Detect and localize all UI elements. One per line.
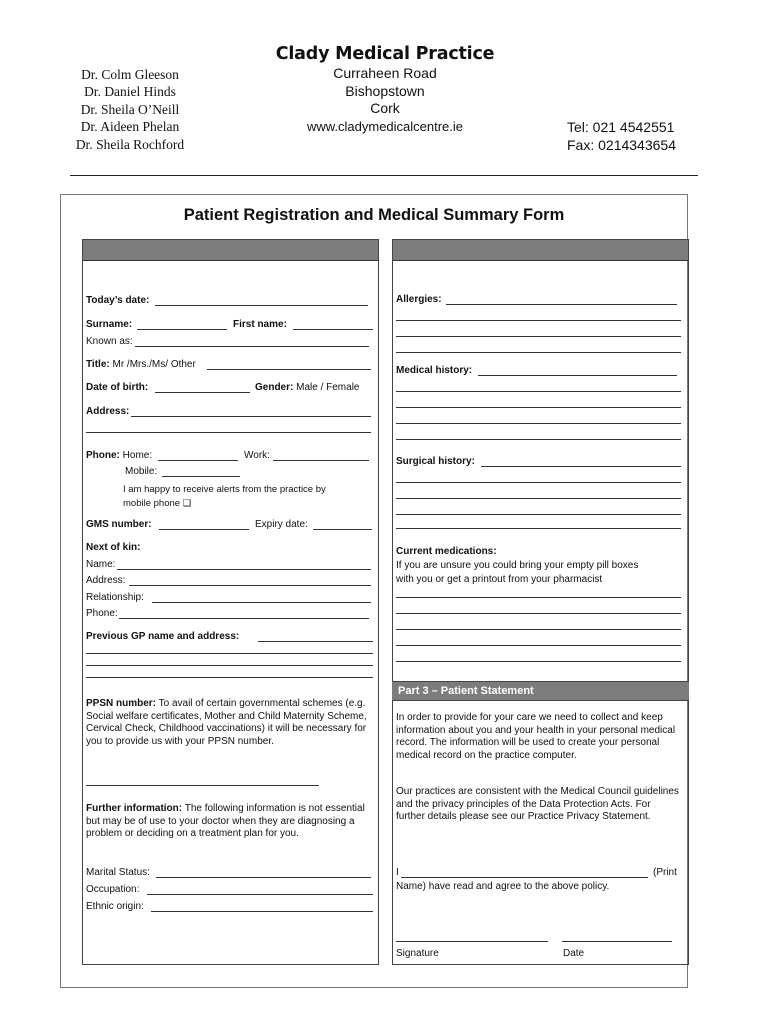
print-label: (Print xyxy=(653,867,677,878)
nok-name-label: Name: xyxy=(86,559,116,570)
right-column xyxy=(392,239,689,965)
ethnic-label: Ethnic origin: xyxy=(86,901,144,912)
right-column-header xyxy=(393,240,688,261)
mobile-phone-field[interactable] xyxy=(162,476,240,477)
medical-history-field-5[interactable] xyxy=(396,439,681,440)
medical-history-label: Medical history: xyxy=(396,365,473,376)
surgical-history-field-1[interactable] xyxy=(481,466,681,467)
medical-history-field-1[interactable] xyxy=(478,375,677,376)
medical-history-field-2[interactable] xyxy=(396,391,681,392)
gms-label: GMS number: xyxy=(86,519,152,530)
agree-text: Name) have read and agree to the above policy. xyxy=(396,881,610,892)
doctor-name: Dr. Daniel Hinds xyxy=(84,84,176,100)
occupation-field[interactable] xyxy=(147,894,373,895)
first-name-label: First name: xyxy=(233,319,287,330)
practice-name: Clady Medical Practice xyxy=(275,44,495,64)
date-field[interactable] xyxy=(562,941,672,942)
ethnic-field[interactable] xyxy=(151,911,373,912)
allergies-field-3[interactable] xyxy=(396,336,681,337)
header-divider xyxy=(70,175,698,176)
title-label: Title: Mr /Mrs./Ms/ Other xyxy=(86,359,196,370)
medications-field-5[interactable] xyxy=(396,661,681,662)
known-as-field[interactable] xyxy=(135,346,369,347)
todays-date-label: Today’s date: xyxy=(86,295,150,306)
signature-field[interactable] xyxy=(396,941,548,942)
address-line: Cork xyxy=(370,100,400,116)
surgical-history-field-4[interactable] xyxy=(396,514,681,515)
dob-label: Date of birth: xyxy=(86,382,149,393)
doctor-name: Dr. Sheila O’Neill xyxy=(80,101,180,117)
left-column-header xyxy=(83,240,378,261)
alerts-text-1: I am happy to receive alerts from the practice by xyxy=(123,484,326,495)
ppsn-text: PPSN number: To avail of certain governmental schemes (e.g. Social welfare certificates, Mother and Child Maternity Scheme, Cervical Check, Childhood vaccinations) it will be necessary for you to provide us with your PPSN number. xyxy=(86,698,367,747)
alerts-checkbox[interactable]: mobile phone ❏ xyxy=(123,498,192,509)
allergies-field-4[interactable] xyxy=(396,352,681,353)
allergies-field-1[interactable] xyxy=(446,304,677,305)
gender-label: Gender: Male / Female xyxy=(255,382,360,393)
nok-address-field[interactable] xyxy=(129,585,371,586)
work-label: Work: xyxy=(244,450,270,461)
medical-history-field-4[interactable] xyxy=(396,423,681,424)
part3-header: Part 3 – Patient Statement xyxy=(392,681,689,701)
previous-gp-field-2[interactable] xyxy=(86,653,373,654)
known-as-label: Known as: xyxy=(86,336,133,347)
address-field-1[interactable] xyxy=(131,416,371,417)
nok-relationship-label: Relationship: xyxy=(86,592,144,603)
allergies-field-2[interactable] xyxy=(396,320,681,321)
surgical-history-label: Surgical history: xyxy=(396,456,475,467)
surgical-history-field-5[interactable] xyxy=(396,528,681,529)
previous-gp-field-3[interactable] xyxy=(86,665,373,666)
first-name-field[interactable] xyxy=(293,329,373,330)
doctors-list xyxy=(60,66,200,153)
statement-paragraph-2: Our practices are consistent with the Medical Council guidelines and the privacy principles of the Data Protection Acts. For further details please see our Practice Privacy Statement. xyxy=(396,786,679,823)
nok-name-field[interactable] xyxy=(117,569,371,570)
previous-gp-field-4[interactable] xyxy=(86,677,373,678)
gms-field[interactable] xyxy=(159,529,249,530)
expiry-field[interactable] xyxy=(313,529,372,530)
medications-field-2[interactable] xyxy=(396,613,681,614)
marital-label: Marital Status: xyxy=(86,867,150,878)
phone-label: Phone: Home: xyxy=(86,450,153,461)
further-info-text: Further information: The following information is not essential but may be of use to your doctor when they are diagnosing a problem or deciding on a treatment plan for you. xyxy=(86,803,365,840)
title-field[interactable] xyxy=(207,369,371,370)
practice-block xyxy=(265,44,505,135)
title-options: Mr /Mrs./Ms/ Other xyxy=(109,359,196,370)
address-field-2[interactable] xyxy=(86,432,371,433)
medications-note-2: with you or get a printout from your pharmacist xyxy=(396,574,603,585)
address-line: Bishopstown xyxy=(345,82,425,99)
surname-field[interactable] xyxy=(137,329,227,330)
statement-paragraph-1: In order to provide for your care we need to collect and keep information about you and your health in your personal medical record. The information will be used to create your personal medical record on the practice computer. xyxy=(396,712,676,761)
surgical-history-field-2[interactable] xyxy=(396,482,681,483)
work-phone-field[interactable] xyxy=(273,460,369,461)
next-of-kin-label: Next of kin: xyxy=(86,542,141,553)
medications-field-3[interactable] xyxy=(396,629,681,630)
expiry-label: Expiry date: xyxy=(255,519,308,530)
ppsn-field[interactable] xyxy=(86,785,319,786)
medical-history-field-3[interactable] xyxy=(396,407,681,408)
i-label: I xyxy=(396,867,399,878)
previous-gp-field-1[interactable] xyxy=(258,641,373,642)
date-label: Date xyxy=(563,948,585,959)
medications-note-1: If you are unsure you could bring your empty pill boxes xyxy=(396,560,639,571)
doctor-name: Dr. Colm Gleeson xyxy=(81,67,179,82)
contact-block xyxy=(567,118,676,154)
todays-date-field[interactable] xyxy=(155,305,368,306)
telephone: Tel: 021 4542551 xyxy=(567,119,675,135)
marital-field[interactable] xyxy=(156,877,371,878)
home-phone-field[interactable] xyxy=(158,460,238,461)
previous-gp-label: Previous GP name and address: xyxy=(86,631,240,642)
nok-relationship-field[interactable] xyxy=(152,602,371,603)
form-title: Patient Registration and Medical Summary Form xyxy=(183,206,565,224)
signature-label: Signature xyxy=(396,948,439,959)
dob-field[interactable] xyxy=(155,392,250,393)
occupation-label: Occupation: xyxy=(86,884,140,895)
mobile-label: Mobile: xyxy=(125,466,158,477)
gender-options: Male / Female xyxy=(293,382,360,393)
website: www.cladymedicalcentre.ie xyxy=(306,118,464,134)
print-name-field[interactable] xyxy=(401,877,648,878)
allergies-label: Allergies: xyxy=(396,294,442,305)
nok-address-label: Address: xyxy=(86,575,126,586)
fax: Fax: 0214343654 xyxy=(567,137,676,153)
address-line: Curraheen Road xyxy=(333,65,437,81)
nok-phone-field[interactable] xyxy=(119,618,369,619)
doctor-name: Dr. Sheila Rochford xyxy=(75,136,185,152)
address-label: Address: xyxy=(86,406,130,417)
medications-field-1[interactable] xyxy=(396,597,681,598)
doctor-name: Dr. Aideen Phelan xyxy=(80,119,180,135)
nok-phone-label: Phone: xyxy=(86,608,118,619)
medications-field-4[interactable] xyxy=(396,645,681,646)
current-medications-label: Current medications: xyxy=(396,546,497,557)
surname-label: Surname: xyxy=(86,319,133,330)
surgical-history-field-3[interactable] xyxy=(396,498,681,499)
